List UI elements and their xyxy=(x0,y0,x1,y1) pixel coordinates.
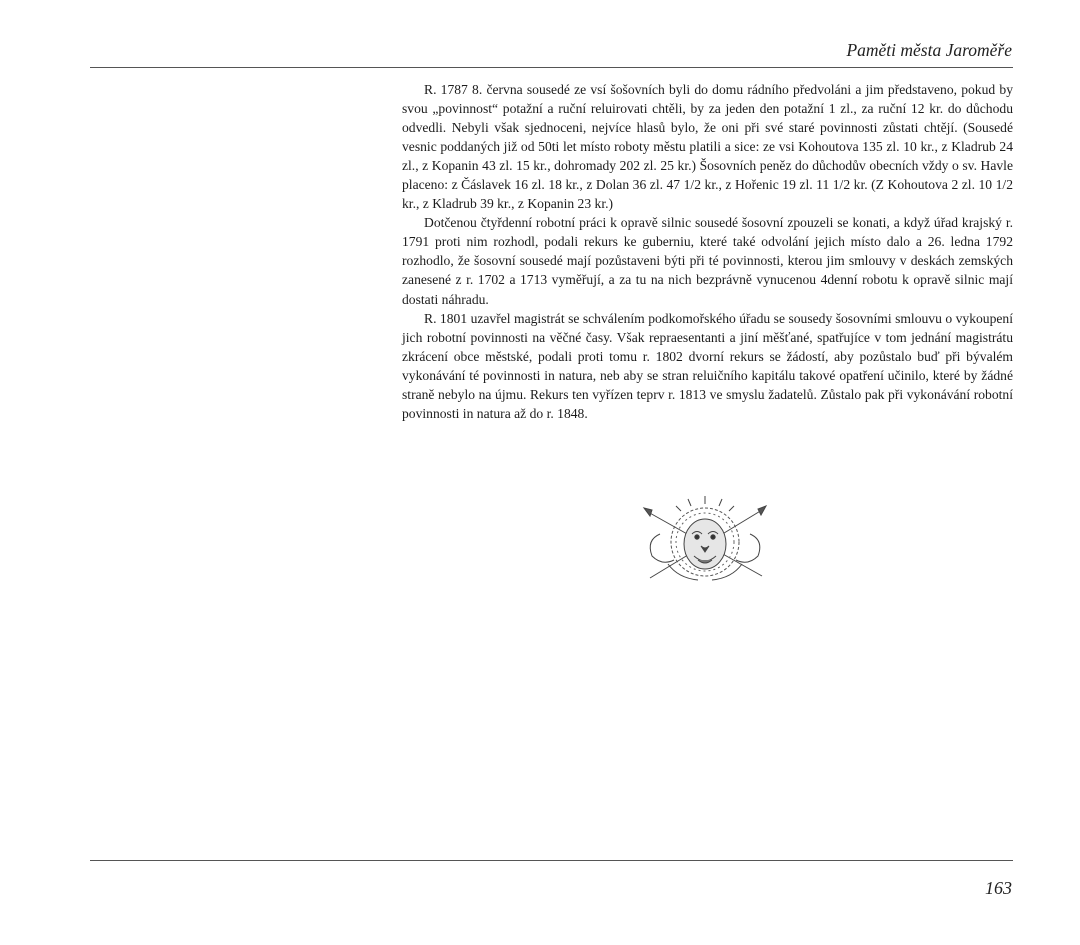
lion-head-ornament-icon xyxy=(638,494,772,590)
running-header-title: Paměti města Jaroměře xyxy=(846,40,1012,60)
page-number: 163 xyxy=(985,878,1012,898)
paragraph-1: R. 1787 8. června sousedé ze vsí šošovních byli do domu rádního předvoláni a jim představeno, pokud by svou „povinnost“ potažní a ruční reluirovati chtěli, by za jeden den potažní 1 zl., za ruční 12 kr. do důchodu odvedli. Nebyli však sjednoceni, nejvíce hlasů bylo, že oni při své staré povinnosti zůstati chtějí. (Sousedé vesnic poddaných již od 50ti let místo roboty městu platili a sice: ze vsi Kohoutova 135 zl. 10 kr., z Kladrub 24 zl., z Kopanin 43 zl. 15 kr., dohromady 202 zl. 25 kr.) Šosovních peněz do důchodův obecních vždy o sv. Havle placeno: z Čáslavek 16 zl. 18 kr., z Dolan 36 zl. 47 1/2 kr., z Hořenic 19 zl. 11 1/2 kr. (Z Kohoutova 2 zl. 10 1/2 kr., z Kladrub 39 kr., z Kopanin 23 kr.) xyxy=(402,82,1013,212)
paragraph-3: R. 1801 uzavřel magistrát se schválením podkomořského úřadu se sousedy šosovními smlouvu o vykoupení jich robotní povinnosti na věčné časy. Však repraesentanti a jiní měšťané, spatřujíce v tom jednání magistrátu zkrácení obce městské, podali proti tomu r. 1802 dvorní rekurs se žádostí, aby pozůstalo buď při bývalém vykonávání té povinnosti in natura, neb aby se stran reluičního kapitálu takové opatření učinilo, které by žádné straně nebylo na újmu. Rekurs ten vyřízen teprv r. 1813 ve smyslu žadatelů. Zůstalo pak při vykonávání robotní povinnosti in natura až do r. 1848. xyxy=(402,310,1013,421)
footer-rule xyxy=(90,860,1013,861)
body-text xyxy=(402,80,1013,423)
header-rule xyxy=(90,67,1013,68)
paragraph-2: Dotčenou čtyřdenní robotní práci k opravě silnic sousedé šosovní zpouzeli se konati, a když úřad krajský r. 1791 proti nim rozhodl, podali rekurs ke guberniu, které také odvolání jejich místo dalo a 26. ledna 1792 rozhodlo, že šosovní sousedé mají pozůstaveni býti při té povinnosti, kterou jim smlouvy v deskách zemských zanesené z r. 1702 a 1713 vyměřují, a za tu na nich bezprávně vynucenou 4denní robotu k opravě silnic mají dostati náhradu. xyxy=(402,215,1013,307)
